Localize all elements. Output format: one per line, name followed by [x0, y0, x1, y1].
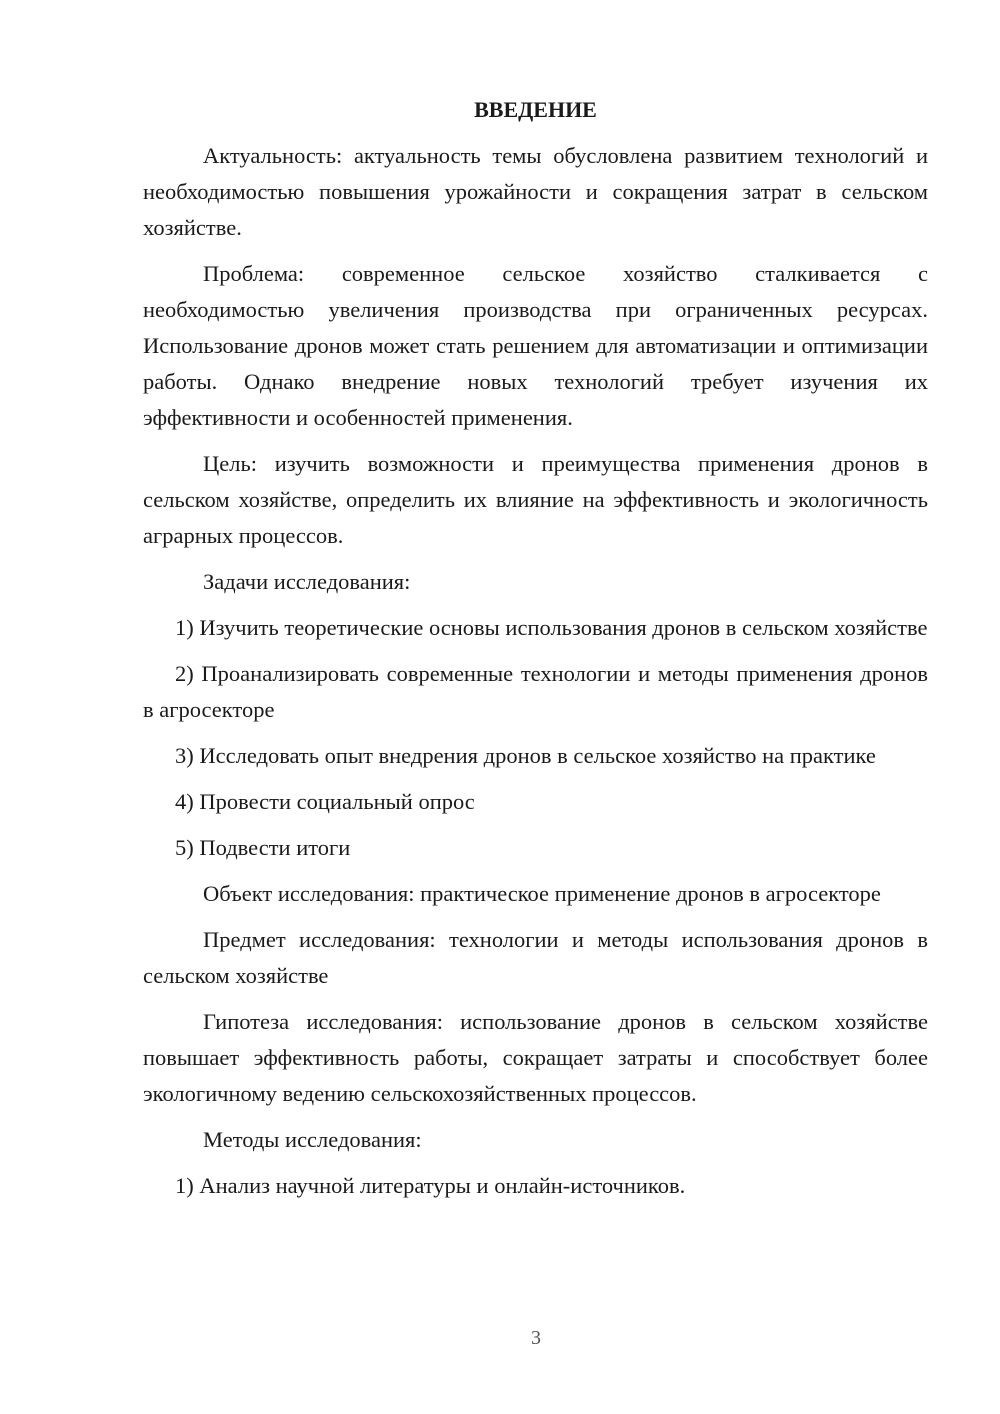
- paragraph-hypothesis: Гипотеза исследования: использование дронов в сельском хозяйстве повышает эффективность работы, сокращает затраты и способствует более экологичному ведению сельскохозяйственных процессов.: [143, 1009, 928, 1106]
- method-item-1: 1) Анализ научной литературы и онлайн-источников.: [175, 1173, 686, 1198]
- paragraph-goal: Цель: изучить возможности и преимущества применения дронов в сельском хозяйстве, определить их влияние на эффективность и экологичность аграрных процессов.: [143, 451, 928, 548]
- task-item-3: 3) Исследовать опыт внедрения дронов в сельское хозяйство на практике: [175, 743, 876, 768]
- paragraph-tasks-heading: Задачи исследования:: [203, 569, 411, 594]
- paragraph-relevance: Актуальность: актуальность темы обусловлена развитием технологий и необходимостью повышения урожайности и сокращения затрат в сельском хозяйстве.: [143, 143, 928, 240]
- task-item-5: 5) Подвести итоги: [175, 835, 351, 860]
- task-item-2: 2) Проанализировать современные технологии и методы применения дронов в агросекторе: [143, 661, 928, 722]
- document-page: [143, 92, 928, 1214]
- page-number: 3: [531, 1327, 541, 1349]
- paragraph-subject: Предмет исследования: технологии и методы использования дронов в сельском хозяйстве: [143, 927, 928, 988]
- task-item-4: 4) Провести социальный опрос: [175, 789, 475, 814]
- paragraph-methods-heading: Методы исследования:: [203, 1127, 422, 1152]
- paragraph-object: Объект исследования: практическое применение дронов в агросекторе: [203, 881, 881, 906]
- task-item-1: 1) Изучить теоретические основы использования дронов в сельском хозяйстве: [175, 615, 928, 640]
- paragraph-problem: Проблема: современное сельское хозяйство сталкивается с необходимостью увеличения производства при ограниченных ресурсах. Использование дронов может стать решением для автоматизации и оптимизации работы. Однако внедрение новых технологий требует изучения их эффективности и особенностей применения.: [143, 261, 928, 430]
- page-title: ВВЕДЕНИЕ: [474, 97, 597, 122]
